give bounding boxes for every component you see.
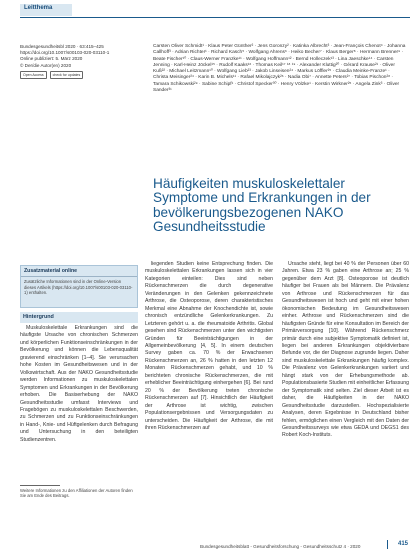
author-list: Carsten Oliver Schmidt¹ · Klaus Peter Günther² · Jens Goronzy² · Katinka Albrecht³ · Jean-François Chenot⁴ · Johanna Callhoff³ · Adrian Richter¹ · Richard Kasch⁵ · Wolfgang Ahrens⁶ · Heiko Becher⁷ · Klaus Berger⁸ · Hermann Brenner⁹ · Beate Fischer¹⁰ · Claus-Werner Franzke¹¹ · Wolfgang Hoffmann¹² · Bernd Holleczek¹³ · Lina Jaeschke¹⁴ · Carsten Jenning · Karl-Heinz Jöckel¹⁵ · Rudolf Kaaks¹⁶ · Thomas Keil¹⁷ ¹⁸ ¹⁹ · Alexander Kluttig²⁰ · Gérard Krause²¹ · Oliver Kuß²² · Michael Leitzmann¹⁰ · Wolfgang Lieb²³ · Jakob Linseisen²⁴ · Markus Löffler²⁵ · Claudia Meinke-Franze¹ · Christa Meisinger²⁴ · Karin B. Michels¹¹ · Rafael Mikolajczyk²⁶ · Nadia Obi⁷ · Annette Peters²⁷ · Tobias Pischon²⁸ · Tamara Schikowski²⁹ · Sabine Schipf¹ · Christof Specker³⁰ · Henry Völzke¹ · Kerstin Wirkner²⁵ · Angela Zink³ · Oliver Sander³¹ <box>153 44 406 94</box>
section-header <box>0 0 413 22</box>
journal-citation: Bundesgesundheitsbl 2020 · 63:415–425 <box>20 44 104 49</box>
column-2 <box>145 261 273 432</box>
article-title: Häufigkeiten muskuloskelettaler Symptome und Erkrankungen in der bevölkerungsbezogenen NAKO Gesundheitsstudie <box>153 176 371 235</box>
page-number: 415 <box>397 541 408 547</box>
open-access-badge: Open Access <box>20 71 47 79</box>
copyright: © Der/die Autor(en) 2020 <box>20 62 72 68</box>
journal-footer: Bundesgesundheitsblatt - Gesundheitsforschung - Gesundheitsschutz 4 · 2020 <box>200 544 361 549</box>
column-3-text: Ursache steht, liegt bei 40 % der Personen über 60 Jahren. Etwa 23 % gaben eine Arthrose an; 25 % gegenüber dem Arzt [8]. Osteoporose ist deutlich häufiger bei Frauen als bei Männern. Die Prävalenz von Arthrose und Rückenschmerzen für das Gesundheitswesen ist hoch und geht mit einer hohen ökonomischen Bedeutung im Gesundheitswesen einher. Arthrose und Rückenschmerzen sind die häufigsten Gründe für eine Konsultation im Bereich der Primärversorgung [10]. Während Rückenschmerz primär durch eine subjektive Symptomatik definiert ist, liegen bei anderen Erkrankungen objektivierbare Befunde vor, die der Diagnose zugrunde liegen. Daher sind muskuloskelettale Erkrankungen häufig komplex. Die Prävalenz von Gelenkerkrankungen variiert und hängt stark von der Erhebungsmethode ab. Populationsbasierte Studien mit einheitlicher Erfassung der Symptomatik sind selten. Ziel dieser Arbeit ist es daher, die Häufigkeiten in der NAKO Gesundheitsstudie darzustellen. Hochspezialisierte Analysen, deren Ergebnisse in Deutschland bisher fehlen, ermöglichen einen Vergleich mit den Daten der Gesundheitssurveys wie etwa GEDA und DEGS1 des Robert Koch-Instituts. <box>282 261 409 439</box>
check-updates-badge[interactable]: check for updates <box>50 71 84 79</box>
column-3 <box>282 261 409 440</box>
column-2-text: liegenden Studien keine Entsprechung finden. Die muskuloskelettalen Erkrankungen lassen sich in vier Kategorien einteilen: Dies sind neben Rückenschmerzen die durch degenerative Veränderungen in den Gelenken gekennzeichnete Arthrose, die Osteoporose, deren charakteristisches Merkmal eine Abnahme der Knochendichte ist, sowie chronisch entzündliche Gelenkerkrankungen. Zu Letzteren gehört u. a. die rheumatoide Arthritis. Global gesehen sind Rückenschmerzen unter den wichtigsten Gründen für Beeinträchtigungen in der Allgemeinbevölkerung [4, 5]. In einem deutschen Survey gaben ca. 70 % der Erwachsenen Rückenschmerzen an, 26 % hatten in den letzten 12 Monaten Rückenschmerzen gehabt, und 10 % berichteten chronische Rückenschmerzen, die mit erheblicher Beeinträchtigung einhergehen [6]. Bei rund 20 % der Bevölkerung treten chronische Rückenschmerzen auf [7]. Hinsichtlich der Häufigkeit der Arthrose ist wichtig, zwischen Populationsergebnissen und Versorgungsdaten zu unterscheiden. Die Häufigkeit der Arthrose, die mit ihren Rückenschmerzen auf <box>145 261 273 431</box>
column-1-text: Muskuloskelettale Erkrankungen sind die häufigste Ursache von chronischen Schmerzen und körperlichen Funktionseinschränkungen in der Bevölkerung und können die Lebensqualität gravierend einschränken [1–4]. Sie verursachen hohe Kosten im Gesundheitswesen und in der Volkswirtschaft. Aus der NAKO Gesundheitsstudie werden Informationen zu muskuloskelettalen Symptomen und Erkrankungen in der Bevölkerung erhoben. Die Basiserhebung der NAKO Gesundheitsstudie umfasst Interviews und Fragebögen zu muskuloskelettalen Beschwerden, zu Schmerzen und zu Funktionseinschränkungen in Hand-, Knie- und Hüftgelenken durch Befragung und Untersuchung in den beteiligten Studienzentren. <box>20 325 138 443</box>
footnote-text: Weitere Informationen zu den Affiliationen der Autoren finden Sie am Ende des Beitrags. <box>20 487 133 499</box>
supplementary-heading: Zusatzmaterial online <box>21 266 137 277</box>
online-date: Online publiziert: 5. März 2020 <box>20 56 83 62</box>
section-label: Leitthema <box>24 5 53 11</box>
header-rule <box>20 17 410 18</box>
supplementary-text[interactable]: Zusätzliche Informationen sind in der Online-Version dieses Artikels (https://doi.org/10.1007/s00103-020-03110-1) enthalten. <box>24 279 133 296</box>
background-heading: Hintergrund <box>23 314 54 320</box>
column-1 <box>20 325 138 444</box>
footnote-rule <box>20 485 60 486</box>
article-meta <box>20 44 132 79</box>
doi-link[interactable]: https://doi.org/10.1007/s00103-020-03110-1 <box>20 50 110 56</box>
background-heading-box <box>20 312 138 323</box>
page-number-divider <box>387 540 388 549</box>
author-footnote <box>20 485 138 499</box>
supplementary-box <box>20 265 138 308</box>
